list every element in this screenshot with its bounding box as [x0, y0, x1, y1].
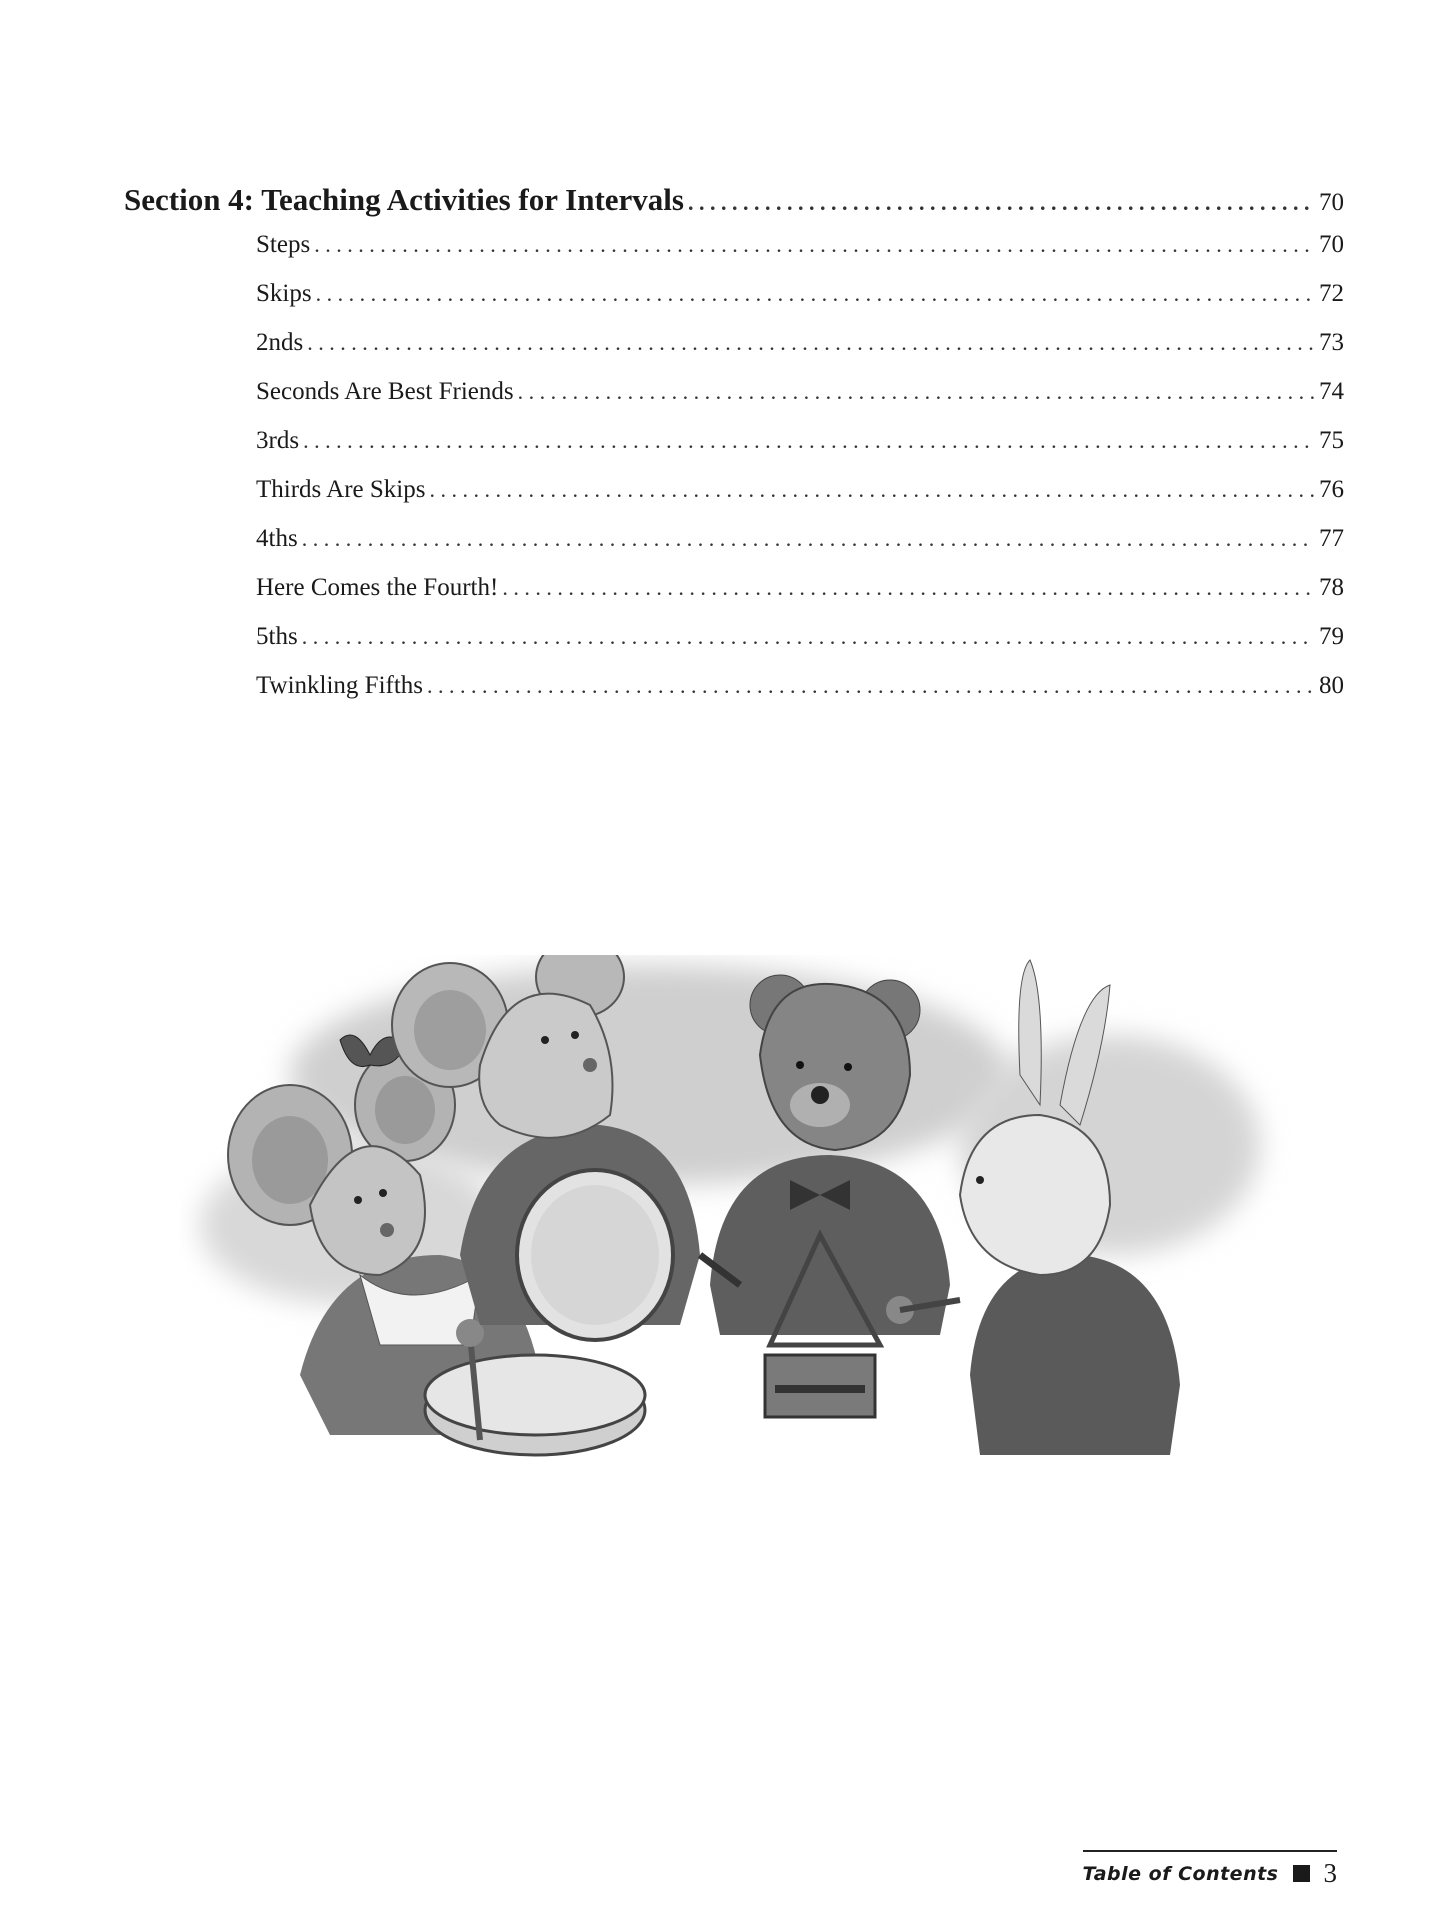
toc-section-title: Section 4: Teaching Activities for Intervals [124, 182, 684, 217]
toc-entry-page: 76 [1319, 476, 1344, 503]
toc-entry-page: 80 [1319, 672, 1344, 699]
footer-label: Table of Contents [1082, 1862, 1279, 1885]
toc-entry[interactable] [124, 476, 1344, 525]
toc-entry-page: 70 [1319, 231, 1344, 258]
dot-leader [518, 379, 1315, 405]
toc-entry-label: Here Comes the Fourth! [256, 574, 499, 601]
dot-leader [302, 526, 1315, 552]
animal-band-illustration [180, 955, 1330, 1565]
dot-leader [316, 281, 1315, 307]
dot-leader [502, 575, 1315, 601]
toc-entry-label: 5ths [256, 623, 298, 650]
table-of-contents [124, 182, 1344, 721]
toc-entry-page: 78 [1319, 574, 1344, 601]
toc-entry-label: Skips [256, 280, 312, 307]
page-footer [1083, 1850, 1338, 1889]
toc-entry-label: Twinkling Fifths [256, 672, 424, 699]
dot-leader [314, 232, 1315, 258]
toc-entry[interactable] [124, 378, 1344, 427]
toc-entry-label: Thirds Are Skips [256, 476, 426, 503]
dot-leader [302, 624, 1315, 650]
page-number: 3 [1323, 1858, 1337, 1888]
toc-entry[interactable] [124, 623, 1344, 672]
toc-entry-page: 72 [1319, 280, 1344, 307]
dot-leader [427, 673, 1315, 699]
dot-leader [303, 428, 1315, 454]
toc-section-page: 70 [1319, 189, 1344, 216]
toc-section-row[interactable] [124, 182, 1344, 231]
dot-leader [307, 330, 1315, 356]
toc-entry-page: 74 [1319, 378, 1344, 405]
toc-entry[interactable] [124, 329, 1344, 378]
toc-entry-label: 2nds [256, 329, 304, 356]
toc-entry-label: 3rds [256, 427, 300, 454]
toc-entry[interactable] [124, 427, 1344, 476]
toc-entry-label: Steps [256, 231, 311, 258]
toc-entry-label: Seconds Are Best Friends [256, 378, 514, 405]
toc-entry[interactable] [124, 525, 1344, 574]
toc-entry[interactable] [124, 574, 1344, 623]
toc-entry-label: 4ths [256, 525, 298, 552]
toc-entry-page: 77 [1319, 525, 1344, 552]
dot-leader [429, 477, 1315, 503]
toc-entry[interactable] [124, 672, 1344, 721]
toc-entry-page: 75 [1319, 427, 1344, 454]
toc-entry[interactable] [124, 280, 1344, 329]
dot-leader [688, 190, 1315, 216]
toc-entry-page: 79 [1319, 623, 1344, 650]
toc-entry[interactable] [124, 231, 1344, 280]
toc-entry-page: 73 [1319, 329, 1344, 356]
square-bullet-icon [1293, 1865, 1310, 1882]
